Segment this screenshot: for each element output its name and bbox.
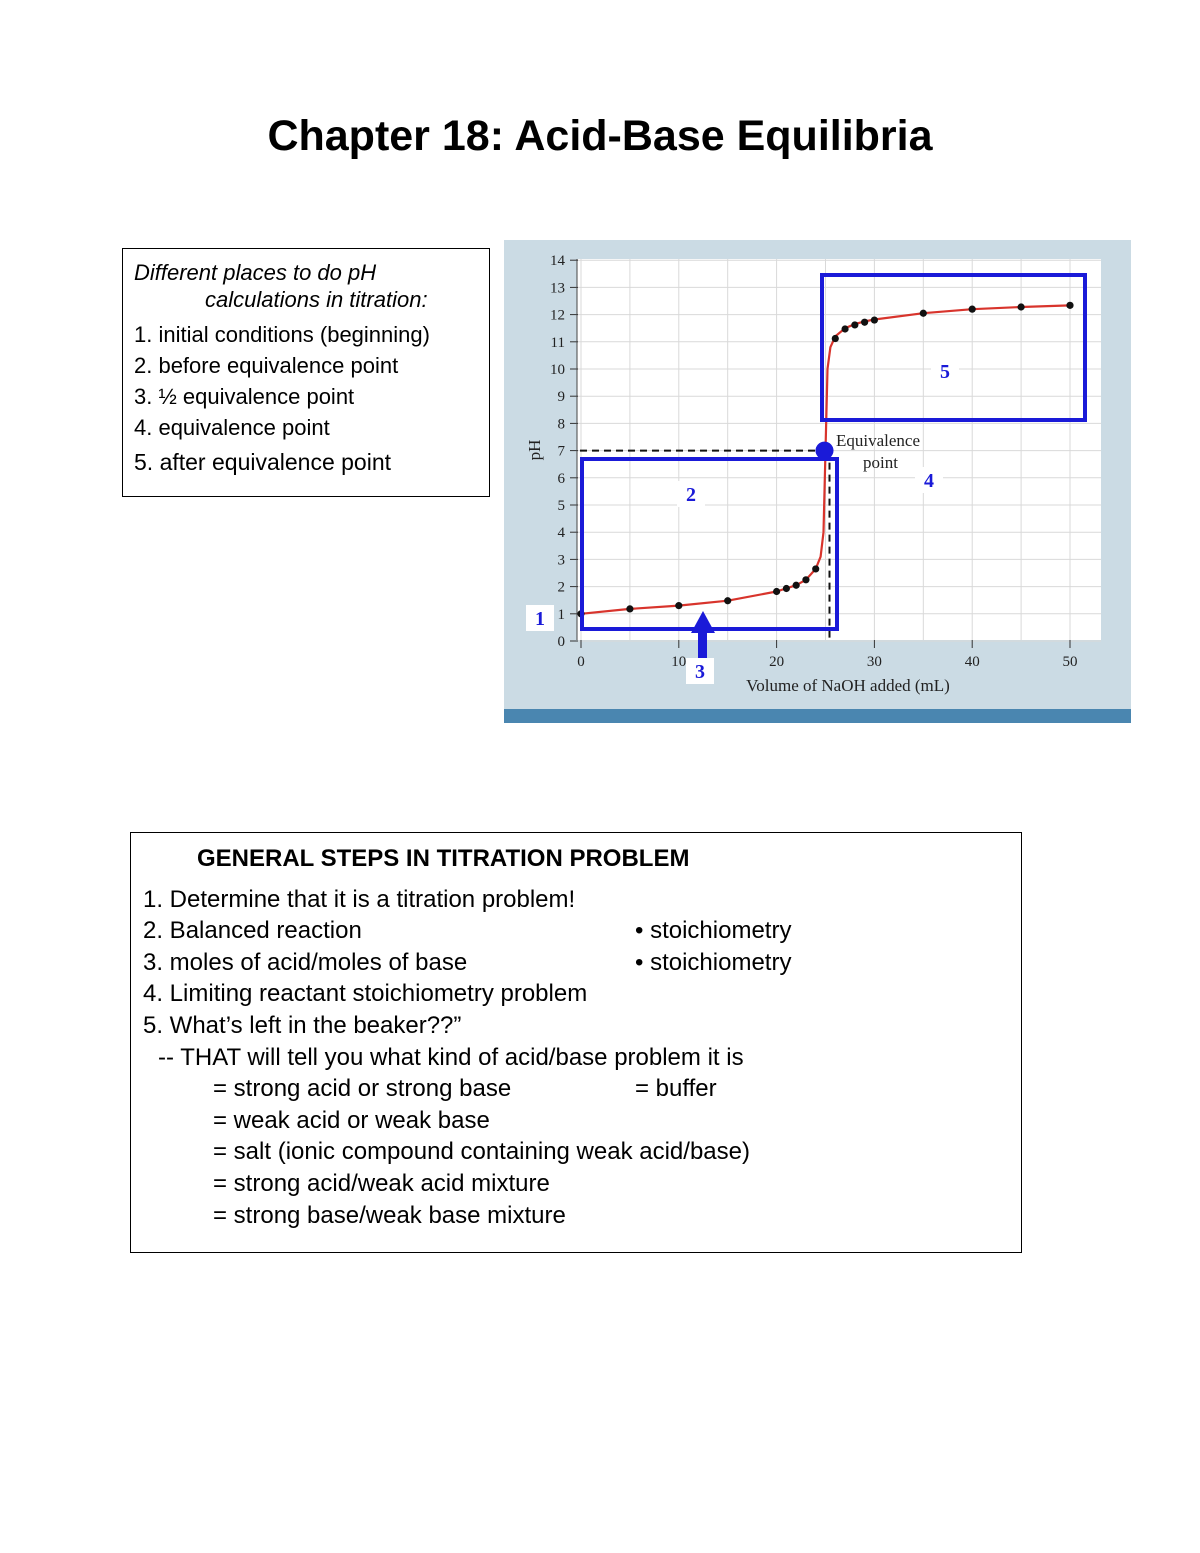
step-text: 5. What’s left in the beaker??”	[143, 1011, 462, 1039]
x-tick-label: 20	[769, 654, 785, 670]
equivalence-point-marker	[816, 442, 834, 460]
calc-point-item: 4. equivalence point	[134, 415, 330, 440]
x-tick-label: 0	[577, 654, 585, 670]
step-row	[143, 915, 1021, 947]
step-row	[143, 1200, 1021, 1232]
step-row	[143, 947, 1021, 979]
step-text: 2. Balanced reaction	[143, 917, 362, 945]
x-tick-label: 50	[1062, 654, 1078, 670]
problem-type-side: = buffer	[635, 1075, 717, 1103]
titration-data-point	[1018, 303, 1025, 310]
step-side-note: • stoichiometry	[635, 917, 792, 945]
titration-steps-box	[130, 832, 1022, 1253]
y-tick-label: 12	[550, 307, 565, 324]
y-tick-label: 6	[557, 470, 565, 487]
step-row	[143, 1136, 1021, 1168]
titration-curve-svg	[504, 240, 1131, 723]
titration-data-point	[626, 605, 633, 612]
calculation-points-box	[122, 248, 490, 497]
calc-point-item: 1. initial conditions (beginning)	[134, 322, 430, 347]
calc-point-item: 3. ½ equivalence point	[134, 384, 355, 409]
titration-data-point	[724, 597, 731, 604]
titration-data-point	[920, 310, 927, 317]
step-row	[143, 1010, 1021, 1042]
step-text: 3. moles of acid/moles of base	[143, 948, 468, 976]
problem-type: = strong base/weak base mixture	[213, 1201, 566, 1229]
titration-data-point	[832, 335, 839, 342]
step-row	[143, 1168, 1021, 1200]
step-text: -- THAT will tell you what kind of acid/base problem it is	[158, 1043, 744, 1071]
y-tick-label: 13	[550, 280, 565, 297]
y-tick-label: 1	[557, 606, 565, 623]
region-label: 4	[924, 470, 934, 492]
y-tick-label: 11	[550, 334, 565, 351]
step-text: 4. Limiting reactant stoichiometry problem	[143, 980, 588, 1008]
y-tick-label: 14	[550, 253, 565, 270]
page-title: Chapter 18: Acid-Base Equilibria	[267, 112, 933, 160]
titration-data-point	[783, 585, 790, 592]
y-axis-label: pH	[525, 439, 544, 461]
calc-point-item: 2. before equivalence point	[134, 353, 399, 378]
x-tick-label: 10	[671, 654, 687, 670]
step-row	[143, 1073, 1021, 1105]
y-tick-label: 3	[557, 552, 565, 569]
half-equivalence-arrow-shaft	[698, 630, 707, 662]
region-label: 3	[695, 661, 705, 683]
titration-data-point	[1066, 302, 1073, 309]
step-text: 1. Determine that it is a titration problem!	[143, 885, 576, 913]
titration-data-point	[793, 582, 800, 589]
chart-bottom-bar	[504, 709, 1131, 723]
step-row	[143, 884, 1021, 916]
titration-curve-chart	[504, 240, 1131, 723]
y-tick-label: 0	[557, 634, 565, 650]
problem-type: = strong acid or strong base	[213, 1075, 512, 1103]
y-tick-label: 10	[550, 362, 565, 378]
steps-heading: GENERAL STEPS IN TITRATION PROBLEM	[197, 845, 690, 872]
titration-data-point	[773, 588, 780, 595]
y-tick-label: 4	[557, 525, 565, 542]
calc-points-heading-line1: Different places to do pH	[134, 260, 377, 285]
step-row	[143, 978, 1021, 1010]
calc-points-heading-line2: calculations in titration:	[205, 287, 428, 312]
y-tick-label: 7	[557, 443, 565, 460]
problem-type: = weak acid or weak base	[213, 1106, 490, 1134]
calc-point-item: 5. after equivalence point	[134, 449, 392, 475]
region-label: 1	[535, 608, 545, 630]
problem-type: = strong acid/weak acid mixture	[213, 1169, 550, 1197]
y-tick-label: 8	[557, 416, 565, 433]
titration-data-point	[841, 325, 848, 332]
titration-data-point	[675, 602, 682, 609]
step-side-note: • stoichiometry	[635, 948, 792, 976]
region-label: 5	[940, 361, 950, 383]
titration-data-point	[871, 316, 878, 323]
step-row	[143, 1105, 1021, 1137]
x-tick-label: 40	[964, 654, 980, 670]
titration-data-point	[802, 576, 809, 583]
titration-data-point	[969, 306, 976, 313]
equivalence-label-line1: Equivalence	[836, 431, 921, 450]
equivalence-label-line2: point	[863, 453, 898, 472]
problem-type: = salt (ionic compound containing weak acid/base)	[213, 1138, 750, 1166]
region-label: 2	[686, 484, 696, 506]
titration-data-point	[812, 565, 819, 572]
titration-data-point	[861, 319, 868, 326]
x-axis-label: Volume of NaOH added (mL)	[746, 676, 950, 695]
step-row	[143, 1042, 1021, 1074]
titration-data-point	[851, 321, 858, 328]
y-tick-label: 2	[557, 579, 565, 596]
y-tick-label: 9	[557, 389, 565, 406]
y-tick-label: 5	[557, 498, 565, 514]
x-tick-label: 30	[866, 654, 882, 670]
